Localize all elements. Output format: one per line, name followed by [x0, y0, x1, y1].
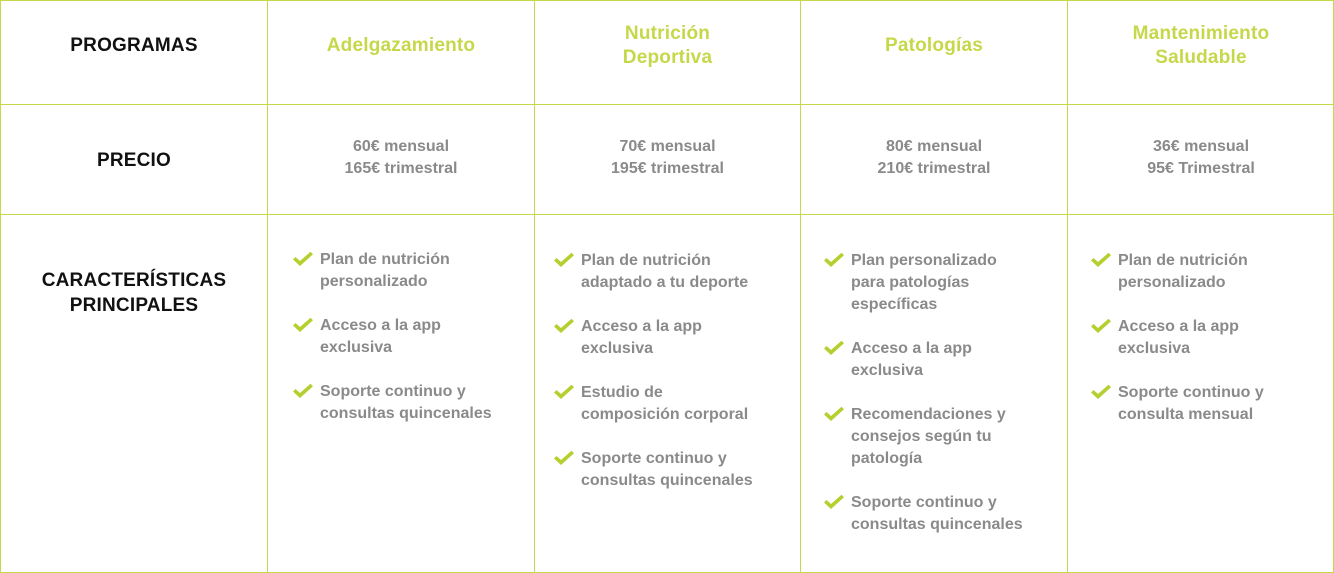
- feature-text: Acceso a la app exclusiva: [581, 318, 702, 357]
- price-nutricion-deportiva: [611, 136, 724, 180]
- feature-text: Acceso a la app exclusiva: [851, 340, 972, 379]
- price-quarterly: 95€ Trimestral: [1147, 159, 1255, 177]
- check-icon: [823, 340, 845, 356]
- program-header-cell: [268, 1, 534, 104]
- price-quarterly: 195€ trimestral: [611, 159, 724, 177]
- check-icon: [823, 406, 845, 422]
- features-list-patologias: [823, 250, 1063, 558]
- feature-item: [1090, 316, 1330, 360]
- feature-item: [1090, 382, 1330, 426]
- program-header-cell: [535, 1, 800, 104]
- check-icon: [823, 252, 845, 268]
- program-header-cell: [801, 1, 1067, 104]
- feature-text: Soporte continuo y consultas quincenales: [320, 383, 492, 422]
- price-cell: [801, 105, 1067, 214]
- program-title-nutricion-deportiva: Nutrición Deportiva: [622, 22, 713, 68]
- features-list-mantenimiento-saludable: [1090, 250, 1330, 448]
- price-cell: [268, 105, 534, 214]
- price-quarterly: 165€ trimestral: [344, 159, 458, 177]
- feature-text: Soporte continuo y consultas quincenales: [581, 450, 753, 489]
- price-quarterly: 210€ trimestral: [877, 159, 991, 177]
- feature-item: [823, 404, 1063, 470]
- features-row-label: CARACTERÍSTICAS PRINCIPALES: [41, 270, 227, 316]
- price-monthly: 70€ mensual: [619, 137, 716, 155]
- check-icon: [553, 450, 575, 466]
- feature-text: Recomendaciones y consejos según tu patología: [851, 406, 1006, 467]
- check-icon: [553, 318, 575, 334]
- feature-item: [292, 249, 528, 293]
- feature-item: [553, 316, 793, 360]
- check-icon: [1090, 384, 1112, 400]
- features-list-adelgazamiento: [292, 249, 528, 447]
- feature-text: Soporte continuo y consultas quincenales: [851, 494, 1023, 533]
- feature-text: Estudio de composición corporal: [581, 384, 749, 423]
- features-list-nutricion-deportiva: [553, 250, 793, 514]
- feature-item: [1090, 250, 1330, 294]
- check-icon: [292, 251, 314, 267]
- program-title-patologias: Patologías: [884, 34, 984, 56]
- feature-text: Plan de nutrición personalizado: [320, 251, 450, 290]
- feature-text: Plan personalizado para patologías específicas: [851, 252, 997, 313]
- price-monthly: 80€ mensual: [885, 137, 983, 155]
- row-divider: [1, 214, 1333, 215]
- price-row-label: PRECIO: [96, 150, 172, 171]
- feature-text: Plan de nutrición personalizado: [1118, 252, 1248, 291]
- feature-item: [553, 448, 793, 492]
- feature-item: [823, 250, 1063, 316]
- price-mantenimiento-saludable: [1147, 136, 1255, 180]
- feature-text: Acceso a la app exclusiva: [320, 317, 441, 356]
- program-title-adelgazamiento: Adelgazamiento: [326, 34, 476, 56]
- price-monthly: 36€ mensual: [1152, 137, 1250, 155]
- check-icon: [553, 252, 575, 268]
- programs-row-label: PROGRAMAS: [70, 35, 198, 56]
- price-cell: [535, 105, 800, 214]
- check-icon: [823, 494, 845, 510]
- price-adelgazamiento: [345, 136, 458, 180]
- feature-item: [292, 381, 528, 425]
- check-icon: [1090, 252, 1112, 268]
- price-monthly: 60€ mensual: [352, 137, 450, 155]
- program-header-cell: [1068, 1, 1334, 104]
- feature-text: Soporte continuo y consulta mensual: [1118, 384, 1264, 423]
- price-patologias: [878, 136, 991, 180]
- feature-text: Acceso a la app exclusiva: [1118, 318, 1239, 357]
- check-icon: [292, 317, 314, 333]
- price-cell: [1068, 105, 1334, 214]
- check-icon: [553, 384, 575, 400]
- feature-item: [553, 250, 793, 294]
- feature-item: [292, 315, 528, 359]
- feature-item: [553, 382, 793, 426]
- feature-item: [823, 492, 1063, 536]
- check-icon: [292, 383, 314, 399]
- check-icon: [1090, 318, 1112, 334]
- program-title-mantenimiento-saludable: Mantenimiento Saludable: [1132, 22, 1270, 68]
- feature-text: Plan de nutrición adaptado a tu deporte: [581, 252, 749, 291]
- feature-item: [823, 338, 1063, 382]
